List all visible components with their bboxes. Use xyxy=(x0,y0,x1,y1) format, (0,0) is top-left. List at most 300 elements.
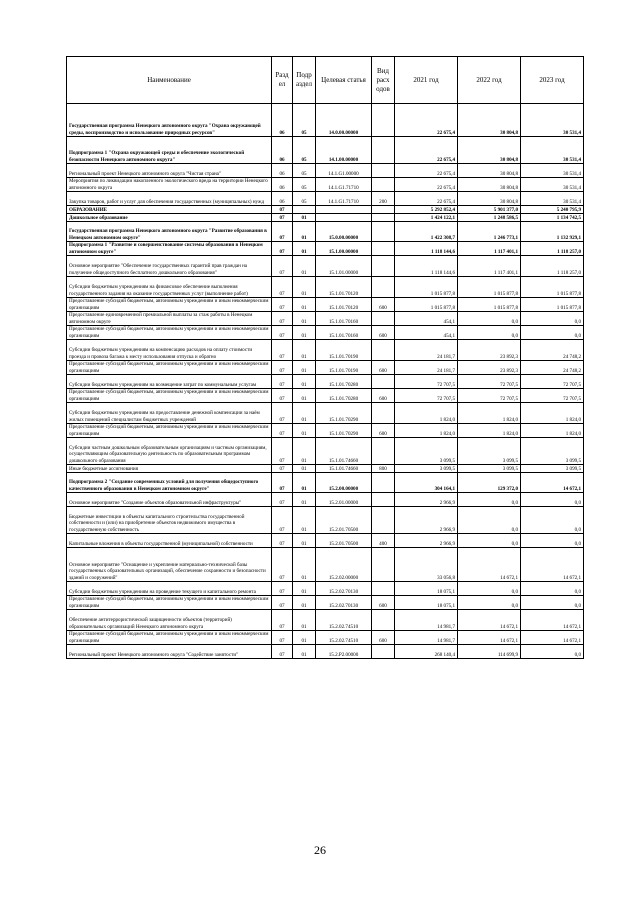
table-row xyxy=(67,192,584,206)
cell-razdel: 07 xyxy=(272,340,293,361)
cell-podrazdel: 01 xyxy=(293,465,316,473)
cell-y2022: 0,0 xyxy=(458,507,521,534)
cell-name: Государственная программа Ненецкого автономного округа "Развитие образования в Ненецком автономном округе" xyxy=(67,222,272,242)
cell-y2022: 0,0 xyxy=(458,582,521,596)
cell-name: Обеспечение антитеррористической защищенности объектов (территорий) образовательных организаций Ненецкого автономного округа xyxy=(67,610,272,631)
table-row xyxy=(67,222,584,242)
cell-podrazdel: 01 xyxy=(293,610,316,631)
cell-target: 15.1.01.70280 xyxy=(316,389,372,403)
table-row xyxy=(67,610,584,631)
cell-podrazdel: 01 xyxy=(293,424,316,438)
cell-y2023: 1 015 877,8 xyxy=(521,298,584,312)
cell-podrazdel: 01 xyxy=(293,340,316,361)
cell-y2023: 0,0 xyxy=(521,312,584,326)
cell-y2022: 114 699,9 xyxy=(458,645,521,659)
cell-razdel: 07 xyxy=(272,222,293,242)
cell-y2021: 454,1 xyxy=(395,312,458,326)
cell-y2021: 14 981,7 xyxy=(395,631,458,645)
cell-y2022: 1 824,0 xyxy=(458,424,521,438)
cell-y2023: 14 672,1 xyxy=(521,548,584,582)
cell-y2023: 30 531,4 xyxy=(521,164,584,178)
page-number: 26 xyxy=(314,843,326,857)
cell-podrazdel: 01 xyxy=(293,582,316,596)
cell-vid: 800 xyxy=(372,465,395,473)
cell-name: Подпрограмма 1 "Развитие и совершенствование системы образования в Ненецком автономном округе" xyxy=(67,242,272,256)
cell-name: Государственная программа Ненецкого автономного округа "Охрана окружающей среды, воспроизводство и использование природных ресурсов" xyxy=(67,104,272,137)
cell-vid xyxy=(372,610,395,631)
header-name: Наименование xyxy=(67,57,272,104)
cell-razdel: 06 xyxy=(272,164,293,178)
cell-y2022: 1 117 401,1 xyxy=(458,256,521,277)
cell-target: 15.1.01.00000 xyxy=(316,256,372,277)
cell-name: Дошкольное образование xyxy=(67,214,272,222)
table-row xyxy=(67,104,584,137)
cell-y2022: 1 117 401,1 xyxy=(458,242,521,256)
cell-name: ОБРАЗОВАНИЕ xyxy=(67,206,272,214)
cell-name: Закупка товаров, работ и услуг для обеспечения государственных (муниципальных) нужд xyxy=(67,192,272,206)
cell-vid: 600 xyxy=(372,424,395,438)
cell-vid: 600 xyxy=(372,631,395,645)
cell-vid: 600 xyxy=(372,326,395,340)
cell-target: 15.2.02.70130 xyxy=(316,596,372,610)
cell-podrazdel: 05 xyxy=(293,137,316,164)
header-2021: 2021 год xyxy=(395,57,458,104)
cell-y2021: 18 075,1 xyxy=(395,596,458,610)
cell-vid: 600 xyxy=(372,389,395,403)
cell-razdel: 07 xyxy=(272,438,293,465)
cell-y2022: 0,0 xyxy=(458,326,521,340)
cell-podrazdel: 01 xyxy=(293,326,316,340)
cell-name: Капитальные вложения в объекты государственной (муниципальной) собственности xyxy=(67,534,272,548)
cell-y2021: 24 181,7 xyxy=(395,340,458,361)
cell-target xyxy=(316,214,372,222)
cell-vid xyxy=(372,164,395,178)
table-row xyxy=(67,507,584,534)
cell-name: Основное мероприятие "Создание объектов образовательной инфраструктуры" xyxy=(67,493,272,507)
cell-target: 15.1.01.70290 xyxy=(316,403,372,424)
cell-podrazdel: 01 xyxy=(293,256,316,277)
cell-name: Региональный проект Ненецкого автономного округа "Содействие занятости" xyxy=(67,645,272,659)
cell-y2023: 30 531,4 xyxy=(521,178,584,192)
cell-vid xyxy=(372,548,395,582)
cell-y2021: 1 015 877,8 xyxy=(395,298,458,312)
cell-target: 15.1.01.70160 xyxy=(316,326,372,340)
cell-target: 15.1.00.00000 xyxy=(316,242,372,256)
cell-y2021: 1 824,0 xyxy=(395,424,458,438)
cell-podrazdel: 01 xyxy=(293,312,316,326)
cell-podrazdel: 01 xyxy=(293,438,316,465)
cell-y2023: 0,0 xyxy=(521,507,584,534)
cell-razdel: 07 xyxy=(272,548,293,582)
cell-y2021: 18 075,1 xyxy=(395,582,458,596)
table-row xyxy=(67,645,584,659)
cell-vid xyxy=(372,507,395,534)
cell-target: 15.2.02.74510 xyxy=(316,631,372,645)
cell-razdel: 07 xyxy=(272,493,293,507)
cell-target: 15.1.01.70280 xyxy=(316,375,372,389)
cell-podrazdel: 01 xyxy=(293,493,316,507)
cell-y2022: 14 672,1 xyxy=(458,631,521,645)
cell-name: Бюджетные инвестиции в объекты капитального строительства государственной собственности и (или) на приобретение объектов недвижимого имущества в государственную собственность xyxy=(67,507,272,534)
cell-y2021: 22 675,4 xyxy=(395,192,458,206)
cell-y2022: 30 804,8 xyxy=(458,178,521,192)
cell-y2021: 1 424 122,1 xyxy=(395,214,458,222)
cell-target: 15.1.01.70120 xyxy=(316,277,372,298)
cell-y2021: 5 292 852,4 xyxy=(395,206,458,214)
cell-podrazdel: 01 xyxy=(293,403,316,424)
cell-vid xyxy=(372,256,395,277)
cell-podrazdel: 05 xyxy=(293,104,316,137)
cell-y2023: 1 132 929,1 xyxy=(521,222,584,242)
cell-name: Основное мероприятие "Обеспечение государственных гарантий прав граждан на получение общедоступного бесплатного дошкольного образования" xyxy=(67,256,272,277)
table-header-row xyxy=(67,57,584,104)
table-row xyxy=(67,631,584,645)
cell-name: Предоставление субсидий бюджетным, автономным учреждениям и иным некоммерческим организациям xyxy=(67,631,272,645)
table-row xyxy=(67,164,584,178)
cell-name: Предоставление субсидий бюджетным, автономным учреждениям и иным некоммерческим организациям xyxy=(67,298,272,312)
cell-razdel: 07 xyxy=(272,596,293,610)
cell-name: Предоставление единовременной премиальной выплаты за стаж работы в Ненецком автономном округе xyxy=(67,312,272,326)
cell-target: 15.1.01.70290 xyxy=(316,424,372,438)
cell-podrazdel: 01 xyxy=(293,389,316,403)
cell-target: 15.2.01.00000 xyxy=(316,493,372,507)
cell-y2021: 268 140,4 xyxy=(395,645,458,659)
cell-name: Предоставление субсидий бюджетным, автономным учреждениям и иным некоммерческим организациям xyxy=(67,596,272,610)
cell-y2022: 30 804,8 xyxy=(458,137,521,164)
cell-vid xyxy=(372,178,395,192)
table-row xyxy=(67,178,584,192)
cell-vid xyxy=(372,375,395,389)
cell-target: 14.1.G1.71710 xyxy=(316,178,372,192)
cell-target xyxy=(316,206,372,214)
cell-razdel: 07 xyxy=(272,582,293,596)
cell-vid xyxy=(372,582,395,596)
cell-y2021: 33 056,8 xyxy=(395,548,458,582)
cell-y2023: 30 531,4 xyxy=(521,137,584,164)
table-row xyxy=(67,214,584,222)
cell-y2022: 3 099,5 xyxy=(458,438,521,465)
cell-y2021: 304 164,1 xyxy=(395,473,458,493)
cell-podrazdel: 01 xyxy=(293,222,316,242)
cell-target: 15.2.01.70500 xyxy=(316,534,372,548)
cell-y2023: 30 531,4 xyxy=(521,192,584,206)
cell-y2023: 0,0 xyxy=(521,582,584,596)
table-row xyxy=(67,375,584,389)
cell-name: Субсидии бюджетным учреждениям на предоставление денежной компенсации за наём жилых помещений специалистам бюджетных учреждений xyxy=(67,403,272,424)
cell-razdel: 07 xyxy=(272,631,293,645)
cell-vid xyxy=(372,222,395,242)
cell-vid xyxy=(372,403,395,424)
cell-podrazdel xyxy=(293,206,316,214)
table-row xyxy=(67,361,584,375)
cell-name: Предоставление субсидий бюджетным, автономным учреждениям и иным некоммерческим организациям xyxy=(67,361,272,375)
cell-razdel: 07 xyxy=(272,389,293,403)
cell-y2023: 5 240 795,9 xyxy=(521,206,584,214)
cell-vid xyxy=(372,438,395,465)
cell-razdel: 06 xyxy=(272,137,293,164)
cell-target: 15.2.00.00000 xyxy=(316,473,372,493)
cell-y2022: 14 672,1 xyxy=(458,610,521,631)
table-row xyxy=(67,473,584,493)
cell-name: Субсидии частным дошкольным образовательным организациям и частным организациям, осуществляющим образовательную деятельность по образовательным программам дошкольного образования xyxy=(67,438,272,465)
cell-y2023: 0,0 xyxy=(521,493,584,507)
table-row xyxy=(67,340,584,361)
budget-table xyxy=(66,56,584,659)
cell-razdel: 06 xyxy=(272,192,293,206)
cell-podrazdel: 01 xyxy=(293,473,316,493)
cell-podrazdel: 05 xyxy=(293,178,316,192)
cell-vid xyxy=(372,645,395,659)
cell-y2022: 1 248 586,5 xyxy=(458,214,521,222)
cell-y2023: 1 824,0 xyxy=(521,424,584,438)
table-row xyxy=(67,277,584,298)
cell-y2023: 1 118 257,0 xyxy=(521,256,584,277)
cell-target: 15.1.01.70120 xyxy=(316,298,372,312)
cell-name: Субсидии бюджетным учреждениям на финансовое обеспечение выполнения государственного задания на оказание государственных услуг (выполнение работ) xyxy=(67,277,272,298)
cell-name: Основное мероприятие "Оснащение и укрепление материально-технической базы государственных образовательных организаций, обеспечение сохранности и безопасности зданий и сооружений" xyxy=(67,548,272,582)
cell-razdel: 07 xyxy=(272,298,293,312)
cell-razdel: 07 xyxy=(272,375,293,389)
table-row xyxy=(67,242,584,256)
cell-y2021: 1 824,0 xyxy=(395,403,458,424)
cell-vid xyxy=(372,473,395,493)
cell-podrazdel: 01 xyxy=(293,277,316,298)
cell-target: 15.1.01.74660 xyxy=(316,438,372,465)
cell-name: Иные бюджетные ассигнования xyxy=(67,465,272,473)
cell-vid xyxy=(372,312,395,326)
header-target: Целевая статья xyxy=(316,57,372,104)
table-row xyxy=(67,206,584,214)
table-row xyxy=(67,403,584,424)
table-row xyxy=(67,493,584,507)
cell-y2023: 3 099,5 xyxy=(521,465,584,473)
header-vid: Вид расх одов xyxy=(372,57,395,104)
cell-y2022: 1 824,0 xyxy=(458,403,521,424)
cell-vid xyxy=(372,137,395,164)
header-2022: 2022 год xyxy=(458,57,521,104)
cell-y2023: 14 672,1 xyxy=(521,610,584,631)
cell-vid: 200 xyxy=(372,192,395,206)
cell-y2022: 72 707,5 xyxy=(458,389,521,403)
cell-target: 15.2.02.70130 xyxy=(316,582,372,596)
cell-y2023: 1 134 742,5 xyxy=(521,214,584,222)
cell-podrazdel: 01 xyxy=(293,548,316,582)
cell-y2021: 2 966,9 xyxy=(395,493,458,507)
cell-podrazdel: 01 xyxy=(293,375,316,389)
cell-y2022: 1 246 773,1 xyxy=(458,222,521,242)
cell-y2023: 0,0 xyxy=(521,534,584,548)
cell-podrazdel: 01 xyxy=(293,298,316,312)
cell-name: Предоставление субсидий бюджетным, автономным учреждениям и иным некоммерческим организациям xyxy=(67,326,272,340)
header-razdel: Разд ел xyxy=(272,57,293,104)
cell-y2023: 0,0 xyxy=(521,645,584,659)
cell-vid xyxy=(372,242,395,256)
cell-y2023: 72 707,5 xyxy=(521,389,584,403)
cell-y2023: 3 099,5 xyxy=(521,438,584,465)
cell-name: Субсидии бюджетным учреждениям на компенсацию расходов на оплату стоимости проезда и провоза багажа к месту использования отпуска и обратно xyxy=(67,340,272,361)
cell-razdel: 07 xyxy=(272,242,293,256)
cell-razdel: 07 xyxy=(272,534,293,548)
cell-podrazdel: 01 xyxy=(293,361,316,375)
table-row xyxy=(67,389,584,403)
cell-razdel: 07 xyxy=(272,473,293,493)
table-row xyxy=(67,596,584,610)
cell-razdel: 07 xyxy=(272,403,293,424)
cell-razdel: 07 xyxy=(272,214,293,222)
table-row xyxy=(67,424,584,438)
cell-vid xyxy=(372,493,395,507)
cell-y2022: 14 672,1 xyxy=(458,548,521,582)
cell-y2021: 14 981,7 xyxy=(395,610,458,631)
cell-y2021: 3 099,5 xyxy=(395,465,458,473)
table-row xyxy=(67,137,584,164)
cell-name: Региональный проект Ненецкого автономного округа "Чистая страна" xyxy=(67,164,272,178)
cell-y2023: 14 672,1 xyxy=(521,631,584,645)
cell-razdel: 07 xyxy=(272,256,293,277)
cell-y2022: 129 372,0 xyxy=(458,473,521,493)
cell-y2022: 72 707,5 xyxy=(458,375,521,389)
cell-target: 15.1.01.74660 xyxy=(316,465,372,473)
cell-vid xyxy=(372,206,395,214)
cell-target: 15.1.01.70160 xyxy=(316,312,372,326)
cell-y2021: 72 707,5 xyxy=(395,389,458,403)
table-row xyxy=(67,582,584,596)
cell-vid: 400 xyxy=(372,534,395,548)
cell-y2021: 22 675,4 xyxy=(395,137,458,164)
cell-y2021: 22 675,4 xyxy=(395,164,458,178)
cell-target: 15.2.P2.00000 xyxy=(316,645,372,659)
cell-y2023: 14 672,1 xyxy=(521,473,584,493)
cell-y2023: 72 707,5 xyxy=(521,375,584,389)
cell-razdel: 07 xyxy=(272,507,293,534)
cell-podrazdel: 01 xyxy=(293,596,316,610)
cell-y2022: 0,0 xyxy=(458,312,521,326)
cell-razdel: 07 xyxy=(272,277,293,298)
cell-y2021: 2 966,9 xyxy=(395,534,458,548)
cell-y2023: 0,0 xyxy=(521,596,584,610)
cell-y2022: 0,0 xyxy=(458,534,521,548)
cell-vid xyxy=(372,277,395,298)
cell-razdel: 07 xyxy=(272,326,293,340)
cell-razdel: 07 xyxy=(272,610,293,631)
cell-razdel: 07 xyxy=(272,424,293,438)
header-podrazdel: Подр аздел xyxy=(293,57,316,104)
cell-podrazdel: 01 xyxy=(293,507,316,534)
cell-target: 14.1.G1.00000 xyxy=(316,164,372,178)
cell-y2022: 23 892,3 xyxy=(458,340,521,361)
cell-target: 15.0.00.00000 xyxy=(316,222,372,242)
cell-y2022: 30 804,8 xyxy=(458,192,521,206)
cell-vid xyxy=(372,340,395,361)
cell-y2023: 1 824,0 xyxy=(521,403,584,424)
cell-name: Субсидии бюджетным учреждениям на проведение текущего и капитального ремонта xyxy=(67,582,272,596)
cell-razdel: 07 xyxy=(272,645,293,659)
table-row xyxy=(67,548,584,582)
cell-podrazdel: 01 xyxy=(293,631,316,645)
cell-vid: 600 xyxy=(372,596,395,610)
cell-y2022: 5 901 377,0 xyxy=(458,206,521,214)
cell-podrazdel: 01 xyxy=(293,534,316,548)
cell-razdel: 07 xyxy=(272,361,293,375)
cell-podrazdel: 01 xyxy=(293,214,316,222)
cell-y2022: 0,0 xyxy=(458,493,521,507)
budget-table-container xyxy=(66,56,583,659)
cell-y2021: 24 181,7 xyxy=(395,361,458,375)
cell-target: 15.2.01.70500 xyxy=(316,507,372,534)
cell-name: Подпрограмма 2 "Создание современных условий для получения общедоступного качественного образования в Ненецком автономном округе" xyxy=(67,473,272,493)
cell-target: 15.1.01.70190 xyxy=(316,361,372,375)
table-body xyxy=(67,104,584,659)
cell-razdel: 07 xyxy=(272,206,293,214)
cell-y2022: 23 892,3 xyxy=(458,361,521,375)
cell-y2022: 1 015 877,8 xyxy=(458,277,521,298)
cell-y2023: 0,0 xyxy=(521,326,584,340)
cell-target: 15.2.02.00000 xyxy=(316,548,372,582)
cell-razdel: 07 xyxy=(272,312,293,326)
cell-name: Предоставление субсидий бюджетным, автономным учреждениям и иным некоммерческим организациям xyxy=(67,389,272,403)
cell-y2022: 0,0 xyxy=(458,596,521,610)
cell-name: Предоставление субсидий бюджетным, автономным учреждениям и иным некоммерческим организациям xyxy=(67,424,272,438)
cell-razdel: 06 xyxy=(272,178,293,192)
cell-target: 15.1.01.70190 xyxy=(316,340,372,361)
cell-y2021: 1 118 144,6 xyxy=(395,242,458,256)
cell-y2021: 454,1 xyxy=(395,326,458,340)
cell-y2021: 72 707,5 xyxy=(395,375,458,389)
table-row xyxy=(67,438,584,465)
cell-target: 14.1.00.00000 xyxy=(316,137,372,164)
cell-vid: 600 xyxy=(372,298,395,312)
cell-y2021: 1 118 144,6 xyxy=(395,256,458,277)
cell-y2022: 30 804,8 xyxy=(458,164,521,178)
cell-vid: 600 xyxy=(372,361,395,375)
cell-y2023: 1 015 877,8 xyxy=(521,277,584,298)
table-row xyxy=(67,534,584,548)
cell-podrazdel: 01 xyxy=(293,645,316,659)
cell-name: Мероприятия по ликвидации накопленного экологического вреда на территории Ненецкого автономного округа xyxy=(67,178,272,192)
cell-vid xyxy=(372,214,395,222)
cell-target: 14.1.G1.71710 xyxy=(316,192,372,206)
cell-y2023: 24 748,2 xyxy=(521,340,584,361)
cell-name: Субсидии бюджетным учреждениям на возмещение затрат по коммунальным услугам xyxy=(67,375,272,389)
cell-podrazdel: 05 xyxy=(293,192,316,206)
table-row xyxy=(67,298,584,312)
cell-podrazdel: 05 xyxy=(293,164,316,178)
cell-y2021: 3 099,5 xyxy=(395,438,458,465)
cell-y2022: 3 099,5 xyxy=(458,465,521,473)
cell-y2022: 1 015 877,8 xyxy=(458,298,521,312)
cell-y2023: 24 748,2 xyxy=(521,361,584,375)
cell-target: 14.0.00.00000 xyxy=(316,104,372,137)
cell-y2021: 22 675,4 xyxy=(395,104,458,137)
table-row xyxy=(67,326,584,340)
table-row xyxy=(67,312,584,326)
cell-y2023: 1 118 257,0 xyxy=(521,242,584,256)
table-row xyxy=(67,465,584,473)
cell-razdel: 06 xyxy=(272,104,293,137)
cell-y2021: 1 422 308,7 xyxy=(395,222,458,242)
cell-razdel: 07 xyxy=(272,465,293,473)
cell-y2021: 2 966,9 xyxy=(395,507,458,534)
table-row xyxy=(67,256,584,277)
cell-y2022: 30 804,8 xyxy=(458,104,521,137)
header-2023: 2023 год xyxy=(521,57,584,104)
cell-target: 15.2.02.74510 xyxy=(316,610,372,631)
cell-name: Подпрограмма 1 "Охрана окружающей среды и обеспечение экологической безопасности Ненецкого автономного округа" xyxy=(67,137,272,164)
cell-y2021: 1 015 877,8 xyxy=(395,277,458,298)
cell-vid xyxy=(372,104,395,137)
cell-podrazdel: 01 xyxy=(293,242,316,256)
cell-y2023: 30 531,4 xyxy=(521,104,584,137)
